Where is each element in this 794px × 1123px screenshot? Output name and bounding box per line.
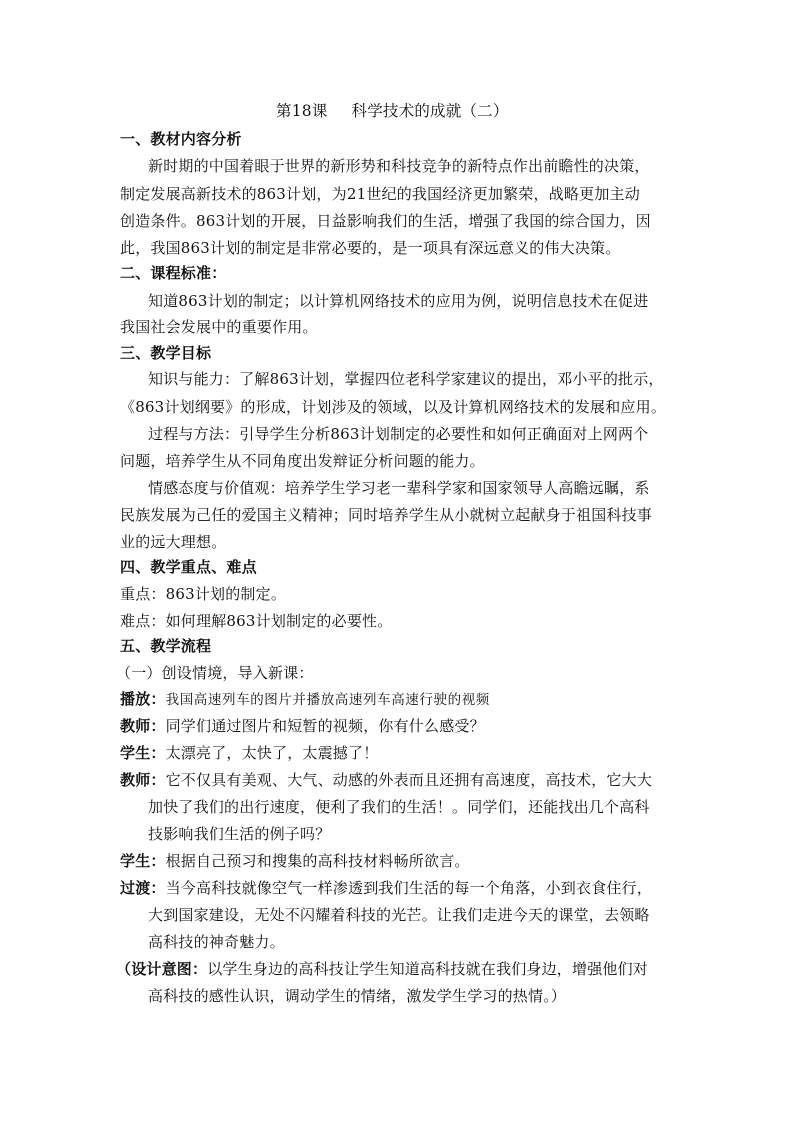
play-row bbox=[120, 689, 490, 710]
transition-label: 过渡： bbox=[120, 879, 166, 897]
teacher-text: 它不仅具有美观、大气、动感的外表而且还拥有高速度，高技术，它大大 bbox=[165, 771, 653, 789]
teacher-row bbox=[120, 716, 485, 736]
paragraph-line: 《863计划纲要》的形成，计划涉及的领域，以及计算机网络技术的发展和应用。 bbox=[120, 398, 667, 416]
paragraph-line: 此，我国863计划的制定是非常必要的，是一项具有深远意义的伟大决策。 bbox=[120, 239, 621, 257]
design-intent-row bbox=[116, 959, 648, 979]
section-heading: 三、教学目标 bbox=[120, 344, 212, 362]
paragraph-line: 加快了我们的出行速度，便利了我们的生活！。同学们，还能找出几个高科 bbox=[148, 798, 650, 816]
lesson-title: 科学技术的成就（二） bbox=[351, 102, 509, 120]
student-text: 根据自己预习和搜集的高科技材料畅所欲言。 bbox=[165, 852, 470, 870]
lesson-number: 第18课 bbox=[276, 102, 328, 120]
paragraph-line: 情感态度与价值观：培养学生学习老一辈科学家和国家领导人高瞻远瞩，系 bbox=[148, 479, 650, 497]
teacher-label: 教师： bbox=[120, 771, 166, 789]
transition-row bbox=[120, 878, 652, 898]
paragraph-line: 技影响我们生活的例子吗？ bbox=[148, 825, 331, 843]
paragraph-line: 问题，培养学生从不同角度出发辩证分析问题的能力。 bbox=[120, 452, 485, 470]
paragraph-line: 创造条件。863计划的开展，日益影响我们的生活，增强了我国的综合国力，因 bbox=[120, 212, 651, 230]
paragraph-line: 难点：如何理解863计划制定的必要性。 bbox=[120, 612, 393, 630]
student-label: 学生： bbox=[120, 744, 166, 762]
student-label: 学生： bbox=[120, 852, 166, 870]
student-row bbox=[120, 743, 378, 763]
paragraph-line: 重点：863计划的制定。 bbox=[120, 585, 287, 603]
student-row bbox=[120, 851, 470, 871]
transition-text: 当今高科技就像空气一样渗透到我们生活的每一个角落，小到衣食住行， bbox=[165, 879, 653, 897]
paragraph-line: 知道863计划的制定；以计算机网络技术的应用为例，说明信息技术在促进 bbox=[148, 292, 649, 310]
paragraph-line: 大到国家建设，无处不闪耀着科技的光芒。让我们走进今天的课堂，去领略 bbox=[148, 906, 650, 924]
section-heading: 二、课程标准： bbox=[120, 264, 227, 282]
paragraph-line: 新时期的中国着眼于世界的新形势和科技竞争的新特点作出前瞻性的决策， bbox=[148, 157, 650, 175]
section-heading: 四、教学重点、难点 bbox=[120, 558, 257, 576]
play-label: 播放： bbox=[120, 690, 166, 708]
paragraph-line: 知识与能力：了解863计划，掌握四位老科学家建议的提出，邓小平的批示， bbox=[148, 370, 664, 388]
teacher-row bbox=[120, 770, 652, 790]
design-intent-label: （设计意图： bbox=[116, 960, 208, 978]
play-text: 我国高速列车的图片并播放高速列车高速行驶的视频 bbox=[165, 692, 490, 708]
student-text: 太漂亮了，太快了，太震撼了！ bbox=[165, 744, 379, 762]
paragraph-line: 我国社会发展中的重要作用。 bbox=[120, 318, 318, 336]
paragraph-line: 民族发展为己任的爱国主义精神；同时培养学生从小就树立起献身于祖国科技事 bbox=[120, 506, 653, 524]
paragraph-line: 高科技的感性认识，调动学生的情绪，激发学生学习的热情。） bbox=[148, 987, 567, 1005]
paragraph-line: 制定发展高新技术的863计划，为21世纪的我国经济更加繁荣，战略更加主动 bbox=[120, 185, 640, 203]
paragraph-line: 业的远大理想。 bbox=[120, 533, 227, 551]
subsection-heading: （一）创设情境，导入新课： bbox=[116, 664, 314, 682]
paragraph-line: 过程与方法：引导学生分析863计划制定的必要性和如何正确面对上网两个 bbox=[148, 425, 649, 443]
teacher-text: 同学们通过图片和短暂的视频，你有什么感受？ bbox=[165, 717, 485, 735]
page-title bbox=[276, 101, 509, 121]
paragraph-line: 高科技的神奇魅力。 bbox=[148, 933, 285, 951]
teacher-label: 教师： bbox=[120, 717, 166, 735]
design-intent-text: 以学生身边的高科技让学生知道高科技就在我们身边，增强他们对 bbox=[207, 960, 649, 978]
section-heading: 五、教学流程 bbox=[120, 637, 212, 655]
section-heading: 一、教材内容分析 bbox=[120, 130, 242, 148]
